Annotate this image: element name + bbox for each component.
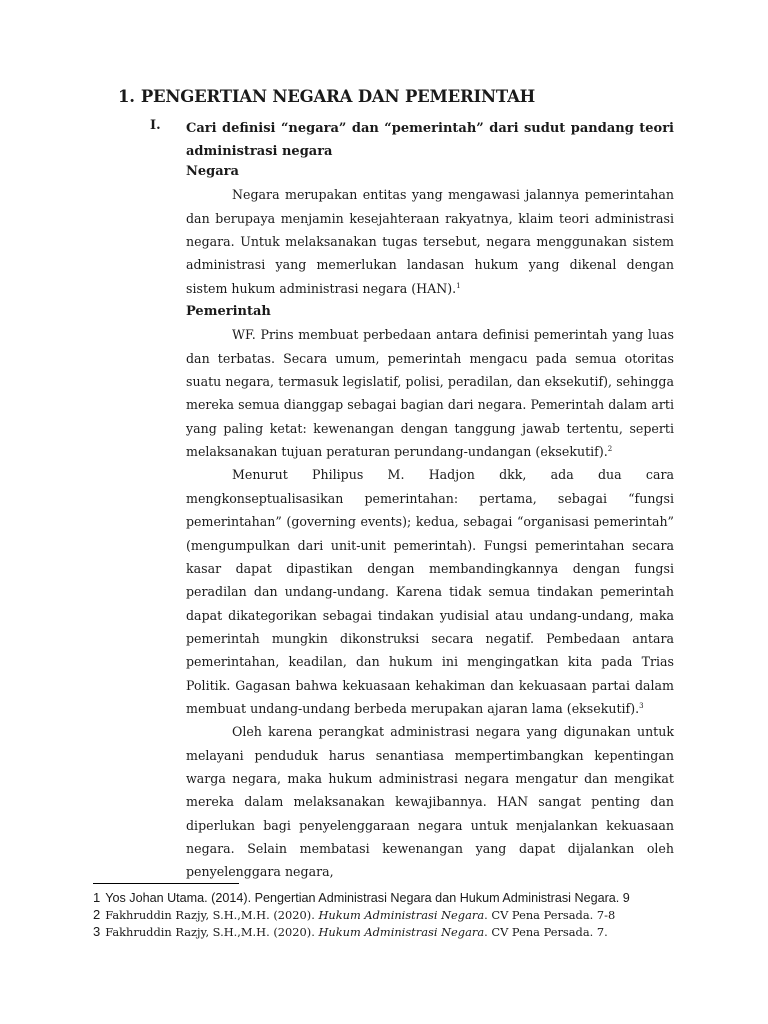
footnote-author: Fakhruddin Razjy, S.H.,M.H. (2020). [105, 925, 319, 939]
paragraph-pemerintah-1 [186, 323, 674, 463]
subheading-negara: Negara [186, 164, 239, 179]
footnote-publisher: . CV Pena Persada. 7-8 [484, 908, 616, 922]
footnote-author: Fakhruddin Razjy, S.H.,M.H. (2020). [105, 908, 319, 922]
footnote-ref-3[interactable]: 3 [639, 701, 644, 710]
footnote-1 [93, 888, 713, 905]
question-text: Cari definisi “negara” dan “pemerintah” dari sudut pandang teori administrasi negara [186, 121, 674, 159]
footnote-separator [93, 883, 239, 884]
roman-numeral: I. [150, 118, 161, 133]
paragraph-pemerintah-2 [186, 463, 674, 720]
footnote-text: Yos Johan Utama. (2014). Pengertian Administrasi Negara dan Hukum Administrasi Negara. 9 [105, 891, 630, 905]
footnote-text [105, 908, 615, 922]
footnote-publisher: . CV Pena Persada. 7. [484, 925, 608, 939]
footnote-book-title: Hukum Administrasi Negara [318, 925, 485, 939]
footnote-2 [93, 905, 713, 922]
footnotes [93, 888, 713, 939]
footnote-number: 2 [93, 907, 101, 922]
subheading-pemerintah: Pemerintah [186, 304, 271, 320]
heading-number: 1. [118, 87, 135, 106]
paragraph-pemerintah-1-text: WF. Prins membuat perbedaan antara definisi pemerintah yang luas dan terbatas. Secara umum, pemerintah mengacu pada semua otoritas suatu negara, termasuk legislatif, polisi, peradilan, dan eksekutif), sehingga mereka semua dianggap sebagai bagian dari negara. Pemerintah dalam arti yang paling ketat: kewenangan dengan tanggung jawab tertentu, seperti melaksanakan tujuan peraturan perundang-undangan (eksekutif). [186, 327, 674, 460]
footnote-ref-2[interactable]: 2 [607, 444, 613, 453]
footnote-ref-1[interactable]: 1 [456, 281, 461, 290]
footnote-book-title: Hukum Administrasi Negara [318, 908, 485, 922]
footnote-number: 3 [93, 924, 101, 939]
footnote-3 [93, 922, 713, 939]
paragraph-negara [186, 183, 674, 300]
section-heading [118, 87, 535, 106]
footnote-number: 1 [93, 890, 101, 905]
heading-title: PENGERTIAN NEGARA DAN PEMERINTAH [140, 87, 536, 106]
paragraph-negara-text: Negara merupakan entitas yang mengawasi jalannya pemerintahan dan berupaya menjamin kesejahteraan rakyatnya, klaim teori administrasi negara. Untuk melaksanakan tugas tersebut, negara menggunakan sistem administrasi yang memerlukan landasan hukum yang dikenal dengan sistem hukum administrasi negara (HAN). [186, 187, 674, 296]
paragraph-pemerintah-3: Oleh karena perangkat administrasi negara yang digunakan untuk melayani penduduk harus senantiasa mempertimbangkan kepentingan warga negara, maka hukum administrasi negara mengatur dan mengikat mereka dalam melaksanakan kewajibannya. HAN sangat penting dan diperlukan bagi penyelenggaraan negara untuk menjalankan kekuasaan negara. Selain membatasi kewenangan yang dapat dijalankan oleh penyelenggara negara, [186, 724, 674, 880]
footnote-text [105, 925, 608, 939]
body-text [186, 160, 674, 884]
paragraph-pemerintah-2-text: Menurut Philipus M. Hadjon dkk, ada dua cara mengkonseptualisasikan pemerintahan: pertama, sebagai “fungsi pemerintahan” (governing events); kedua, sebagai “organisasi pemerintah” (mengumpulkan dari unit-unit pemerintah). Fungsi pemerintahan secara kasar dapat dipastikan dengan membandingkannya dengan fungsi peradilan dan undang-undang. Karena tidak semua tindakan pemerintah dapat dikategorikan sebagai tindakan yudisial atau undang-undang, maka pemerintah mungkin dikonstruksi secara negatif. Pembedaan antara pemerintahan, keadilan, dan hukum ini mengingatkan kita pada Trias Politik. Gagasan bahwa kekuasaan kehakiman dan kekuasaan partai dalam membuat undang-undang berbeda merupakan ajaran lama (eksekutif). [186, 467, 674, 716]
